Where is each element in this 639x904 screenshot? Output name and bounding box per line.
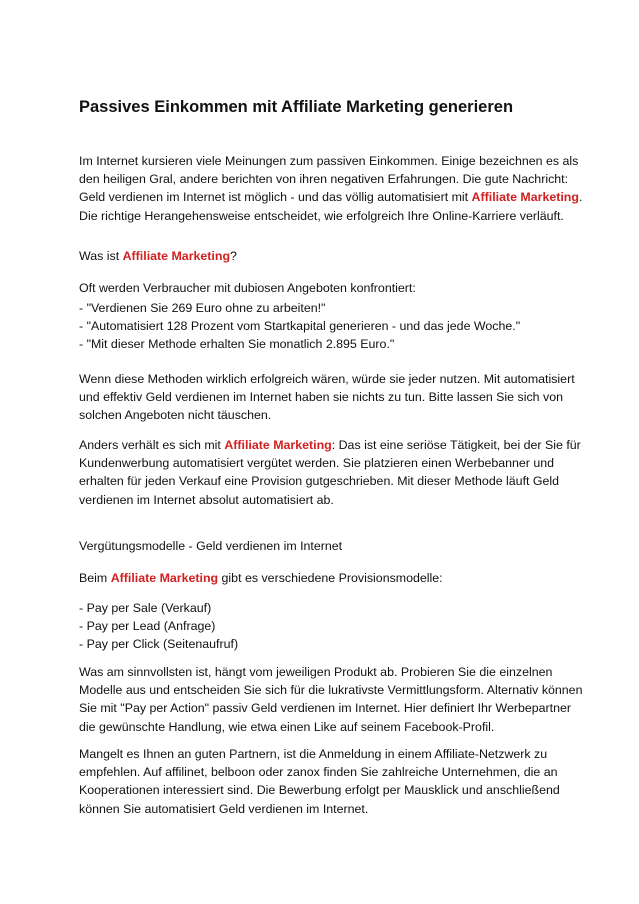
warning-line-1: Wenn diese Methoden wirklich erfolgreich wären, würde sie jeder nutzen. Mit automatisiert — [79, 372, 575, 386]
network-line-2: empfehlen. Auf affilinet, belboon oder zanox finden Sie zahlreiche Unternehmen, die an — [79, 765, 558, 780]
affiliate-marketing-highlight: Affiliate Marketing — [224, 438, 332, 452]
intro-line-2: den heiligen Gral, andere berichten von ihren negativen Erfahrungen. Die gute Nachricht: — [79, 172, 569, 187]
list-item: - "Automatisiert 128 Prozent vom Startkapital generieren - und das jede Woche." — [79, 319, 521, 334]
models-intro-paragraph — [79, 569, 599, 587]
network-line-1: Mangelt es Ihnen an guten Partnern, ist die Anmeldung in einem Affiliate-Netzwerk zu — [79, 747, 548, 761]
explanation-line-1-start: Anders verhält es sich mit — [79, 438, 225, 452]
affiliate-marketing-highlight: Affiliate Marketing — [471, 190, 579, 205]
dubious-offers-list — [79, 297, 599, 354]
affiliate-marketing-highlight: Affiliate Marketing — [110, 571, 219, 585]
intro-line-3 — [79, 188, 599, 206]
warning-line-2: und effektiv Geld verdienen im Internet haben sie nichts zu tun. Bitte lassen Sie sich von — [79, 390, 563, 405]
recommendation-line-4: die gewünschte Handlung, wie etwa einen Like auf seinem Facebook-Profil. — [79, 719, 495, 734]
list-item: - Pay per Sale (Verkauf) — [79, 601, 212, 615]
list-item: - Pay per Lead (Anfrage) — [79, 619, 216, 634]
section-heading-what-is — [79, 247, 599, 265]
list-item: - "Verdienen Sie 269 Euro ohne zu arbeiten!" — [79, 301, 326, 315]
models-intro-prefix: Beim — [79, 571, 111, 585]
recommendation-paragraph — [79, 663, 599, 736]
section-heading-compensation — [79, 537, 599, 555]
intro-paragraph — [79, 152, 599, 225]
models-intro-suffix: gibt es verschiedene Provisionsmodelle: — [218, 571, 443, 585]
list-item: - Pay per Click (Seitenaufruf) — [79, 637, 239, 652]
heading-prefix: Was ist — [79, 249, 123, 263]
offers-intro-paragraph — [79, 279, 599, 297]
explanation-line-3: erhalten für jeden Verkauf eine Provision gutgeschrieben. Mit dieser Methode läuft Geld — [79, 474, 560, 489]
warning-line-3: solchen Angeboten nicht täuschen. — [79, 408, 272, 423]
provision-models-list — [79, 599, 599, 654]
affiliate-marketing-highlight: Affiliate Marketing — [122, 249, 231, 263]
network-line-3: Kooperationen interessiert sind. Die Bewerbung erfolgt per Mausklick und anschließend — [79, 783, 560, 798]
heading-suffix: ? — [230, 249, 237, 263]
intro-line-3-text: Geld verdienen im Internet ist möglich - und das völlig automatisiert mit — [79, 190, 472, 205]
document-title: Passives Einkommen mit Affiliate Marketing generieren — [79, 98, 514, 116]
compensation-heading: Vergütungsmodelle - Geld verdienen im Internet — [79, 539, 343, 553]
offers-intro-line: Oft werden Verbraucher mit dubiosen Angeboten konfrontiert: — [79, 281, 416, 295]
warning-paragraph — [79, 370, 599, 425]
network-line-4: können Sie automatisiert Geld verdienen im Internet. — [79, 801, 369, 816]
recommendation-line-2: Modelle aus und entscheiden Sie sich für die lukrativste Vermittlungsform. Alternativ können — [79, 683, 583, 698]
intro-line-1: Im Internet kursieren viele Meinungen zum passiven Einkommen. Einige bezeichnen es als — [79, 154, 579, 168]
recommendation-line-1: Was am sinnvollsten ist, hängt vom jeweiligen Produkt ab. Probieren Sie die einzelnen — [79, 665, 553, 679]
recommendation-line-3: Sie mit "Pay per Action" passiv Geld verdienen im Internet. Hier definiert Ihr Werbepartner — [79, 701, 572, 716]
intro-line-3-end: . — [578, 190, 583, 205]
explanation-line-4: verdienen im Internet absolut automatisiert ab. — [79, 492, 334, 507]
network-paragraph — [79, 745, 599, 818]
explanation-line-2: Kundenwerbung automatisiert vergütet werden. Sie platzieren einen Werbebanner und — [79, 456, 555, 471]
list-item: - "Mit dieser Methode erhalten Sie monatlich 2.895 Euro." — [79, 337, 395, 352]
affiliate-explanation-paragraph — [79, 436, 599, 509]
explanation-line-1-end: : Das ist eine seriöse Tätigkeit, bei der Sie für — [331, 438, 581, 452]
intro-line-4: Die richtige Herangehensweise entscheidet, wie erfolgreich Ihre Online-Karriere verläuft. — [79, 208, 564, 223]
